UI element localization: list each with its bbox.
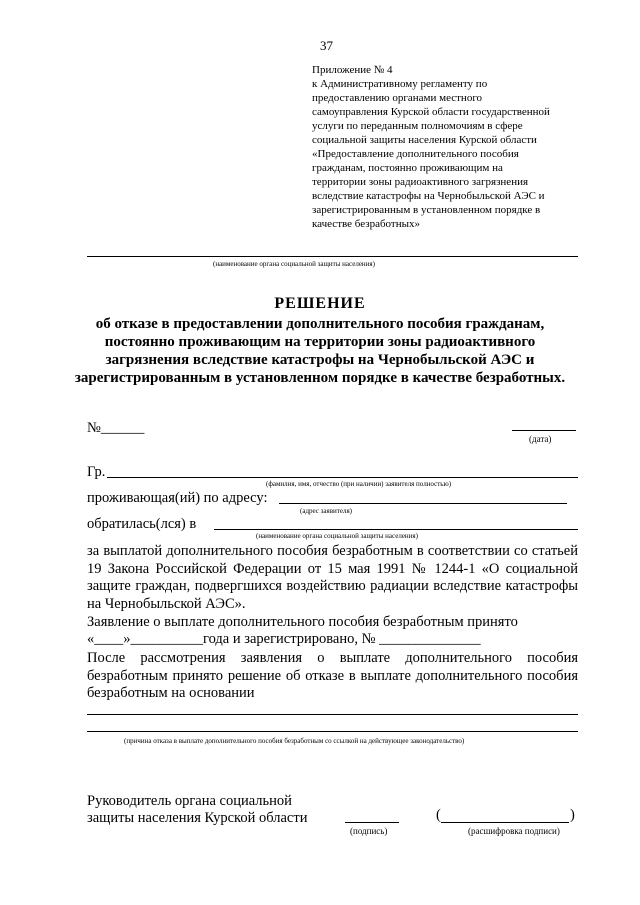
appendix-block [312,63,552,231]
reason-line-1 [87,714,578,715]
appendix-text: к Административному регламенту по предоставлению органами местного самоуправления Курской области государственной услуги по переданным полномочиям в сфере социальной защиты населения Курской области «Предоставление дополнительного пособия гражданам, постоянно проживающим на территории зоны радиоактивного загрязнения вследствие катастрофы на Чернобыльской АЭС и зарегистрированным в установленном порядке в качестве безработных» [312,78,550,230]
decoding-caption: (расшифровка подписи) [468,826,560,836]
applied-label: обратилась(лся) в [87,516,197,532]
signature-line [345,822,399,823]
authority-caption: (наименование органа социальной защиты населения) [213,260,375,268]
applied-line [214,529,578,530]
signature-position-1: Руководитель органа социальной [87,793,292,809]
page-number: 37 [320,38,333,53]
date-caption: (дата) [529,434,552,444]
citizen-line [107,477,578,478]
reason-caption: (причина отказа в выплате дополнительного пособия безработным со ссылкой на действующее законодательство) [124,737,465,745]
authority-line [87,256,578,257]
address-label: проживающая(ий) по адресу: [87,490,268,506]
date-line [512,430,576,431]
paragraph-application-accepted: Заявление о выплате дополнительного пособия безработным принято [87,614,518,630]
address-caption: (адрес заявителя) [300,507,352,515]
decision-title [70,295,570,387]
signature-position-2: защиты населения Курской области [87,810,308,826]
decision-subtitle: об отказе в предоставлении дополнительного пособия гражданам, постоянно проживающим на территории зоны радиоактивного загрязнения вследствие катастрофы на Чернобыльской АЭС и зарегистрированным в установленном порядке в качестве безработных. [74,316,566,386]
citizen-caption: (фамилия, имя, отчество (при наличии) заявителя полностью) [266,480,452,488]
paragraph-decision: После рассмотрения заявления о выплате дополнительного пособия безработным принято решение об отказе в выплате дополнительного пособия безработным на основании [87,650,578,701]
paragraph-law: за выплатой дополнительного пособия безработным в соответствии со статьей 19 Закона Российской Федерации от 15 мая 1991 № 1244-1 «О социальной защите граждан, подвергшихся воздействию радиации вследствие катастрофы на Чернобыльской АЭС». [87,543,578,612]
address-line [279,503,567,504]
applied-caption: (наименование органа социальной защиты населения) [256,532,418,540]
signature-caption: (подпись) [350,826,388,836]
decision-heading: РЕШЕНИЕ [274,295,366,312]
reason-line-2 [87,731,578,732]
decoding-line [441,822,569,823]
paragraph-application-registered: «____»__________года и зарегистрировано, № ______________ [87,631,481,647]
decoding-open-paren: ( [436,807,441,823]
appendix-title: Приложение № 4 [312,64,393,76]
citizen-label: Гр. [87,464,106,480]
number-field: №______ [87,420,145,436]
decoding-close-paren: ) [570,807,575,823]
